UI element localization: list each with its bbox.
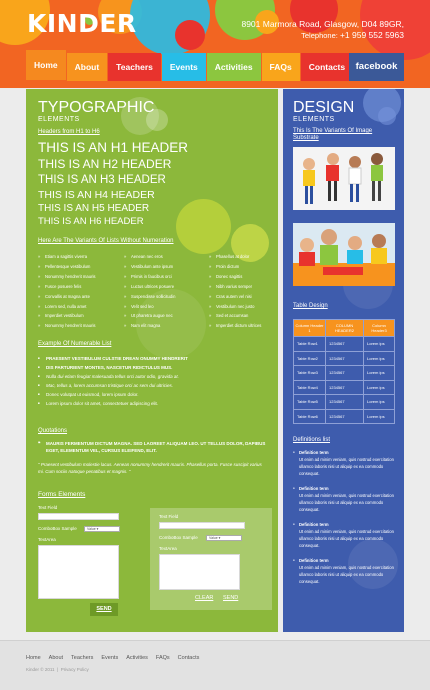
numerable-item: ■ Lorem ipsum dolor sit amet, consectetuer adipiscing elit. bbox=[38, 399, 268, 408]
combo-label-2: ComboBox Sample bbox=[159, 535, 198, 540]
numerable-item: ■ Nulla dui etiam feugiat malesuada tellus orci autor odio, gravida at. bbox=[38, 372, 268, 381]
list-item[interactable]: » Lorem sed, nulla amet bbox=[38, 302, 96, 312]
table-row bbox=[294, 395, 395, 410]
telephone: Telephone: +1 959 552 5963 bbox=[301, 30, 404, 40]
footer-nav bbox=[26, 655, 207, 661]
list-item[interactable]: » Nibh varius semper bbox=[209, 282, 261, 292]
list-item[interactable]: » Sed et accumsan bbox=[209, 311, 261, 321]
definition-term[interactable]: ● Definition term bbox=[293, 485, 398, 492]
table-cell: Table Row2 bbox=[294, 351, 326, 366]
table-row bbox=[294, 351, 395, 366]
definition-desc: Ut enim ad minim veniam, quis nostrud exercitation ullamco laboris nisi ut aliquip ex ea commodo consequat. bbox=[299, 493, 394, 512]
numerable-item: ■ Mac, tellus a, lorem accumsan tristique orci ac sem dui ultricies. bbox=[38, 381, 268, 390]
logo[interactable]: KINDER bbox=[27, 9, 137, 38]
definition-item bbox=[293, 485, 398, 513]
text-field-input-2[interactable] bbox=[159, 522, 245, 529]
text-field-label-2: Text Field bbox=[159, 514, 179, 519]
table-cell: Lorem ips bbox=[364, 351, 395, 366]
design-panel bbox=[283, 89, 404, 632]
table-cell: Table Row4 bbox=[294, 380, 326, 395]
nav-home[interactable]: Home bbox=[26, 50, 66, 80]
definition-item bbox=[293, 521, 398, 549]
table-cell: Table Row6 bbox=[294, 409, 326, 424]
list-column-3 bbox=[209, 252, 261, 331]
table-cell: Lorem ips bbox=[364, 337, 395, 352]
footer-link-contacts[interactable]: Contacts bbox=[177, 655, 200, 661]
copyright: Kinder © 2011 | Privacy Policy bbox=[26, 667, 89, 672]
send-button[interactable]: SEND bbox=[90, 603, 118, 616]
list-item[interactable]: » Fusce posuere felis bbox=[38, 282, 96, 292]
footer-link-activities[interactable]: Activities bbox=[126, 655, 148, 661]
numerable-item: ■ DIS PARTURIENT MONTES, NASCETUR RIDICTULUS MUS. bbox=[38, 363, 268, 372]
header bbox=[0, 0, 430, 88]
table-cell: 1234567 bbox=[326, 395, 364, 410]
table-cell: Table Row1 bbox=[294, 337, 326, 352]
table-cell: Table Row5 bbox=[294, 395, 326, 410]
combo-select[interactable]: Value ▾ bbox=[84, 526, 120, 532]
table-cell: Lorem ips bbox=[364, 395, 395, 410]
definition-term[interactable]: ● Definition term bbox=[293, 449, 398, 456]
send-button-2[interactable]: SEND bbox=[223, 595, 239, 601]
photo-children-jumping bbox=[293, 147, 395, 210]
lists-title: Here Are The Variants Of Lists Without Numeration bbox=[38, 238, 174, 244]
h1-sample: THIS IS AN H1 HEADER bbox=[38, 140, 189, 155]
h5-sample: THIS IS AN H5 HEADER bbox=[38, 203, 150, 214]
table-cell: Lorem ips bbox=[364, 380, 395, 395]
typography-panel bbox=[26, 89, 278, 632]
typo-subtitle: ELEMENTS bbox=[38, 116, 80, 123]
forms-title: Forms Elements bbox=[38, 491, 86, 498]
quotation-block bbox=[38, 440, 268, 475]
combo-label: ComboBox Sample bbox=[38, 526, 77, 531]
table-header-cell: Column Header 1 bbox=[294, 320, 326, 337]
table-title: Table Design bbox=[293, 303, 328, 309]
list-item[interactable]: » Proin dictum bbox=[209, 262, 261, 272]
definition-term[interactable]: ● Definition term bbox=[293, 521, 398, 528]
table-cell: Lorem ips bbox=[364, 409, 395, 424]
list-item[interactable]: » Donec sagittis bbox=[209, 272, 261, 282]
text-area[interactable] bbox=[38, 545, 119, 599]
table-row bbox=[294, 380, 395, 395]
list-item[interactable]: » Vestibulum nec justo bbox=[209, 302, 261, 312]
table-cell: 1234567 bbox=[326, 337, 364, 352]
list-item[interactable]: » Vestibulum ante ipsum bbox=[124, 262, 175, 272]
table-cell: 1234567 bbox=[326, 409, 364, 424]
decor-bubble bbox=[378, 107, 396, 125]
decor-bubble bbox=[175, 20, 205, 50]
footer-link-faqs[interactable]: FAQs bbox=[155, 655, 170, 661]
list-item[interactable]: » Ut pharetra augue nec bbox=[124, 311, 175, 321]
footer-link-home[interactable]: Home bbox=[26, 655, 41, 661]
table-header-cell: Column Header3 bbox=[364, 320, 395, 337]
main-nav bbox=[26, 53, 354, 81]
definition-term[interactable]: ● Definition term bbox=[293, 557, 398, 564]
text-field-input[interactable] bbox=[38, 513, 119, 520]
footer bbox=[0, 640, 430, 690]
h4-sample: THIS IS AN H4 HEADER bbox=[38, 189, 155, 201]
nav-contacts[interactable]: Contacts bbox=[301, 53, 353, 81]
table-cell: 1234567 bbox=[326, 351, 364, 366]
definition-desc: Ut enim ad minim veniam, quis nostrud exercitation ullamco laboris nisi ut aliquip ex ea commodo consequat. bbox=[299, 457, 394, 476]
table-row bbox=[294, 366, 395, 381]
nav-about[interactable]: About bbox=[67, 53, 108, 81]
typo-title: TYPOGRAPHIC bbox=[38, 99, 155, 116]
list-column-2 bbox=[124, 252, 175, 331]
numerable-item: ■ Donec volutpat ut euismod, lorem ipsum dolor. bbox=[38, 390, 268, 399]
numerable-title: Example Of Numerable List bbox=[38, 341, 112, 347]
list-item[interactable]: » Luctus ultrices posuere bbox=[124, 282, 175, 292]
table-row bbox=[294, 409, 395, 424]
privacy-link[interactable]: Privacy Policy bbox=[60, 667, 89, 672]
facebook-button[interactable]: facebook bbox=[349, 53, 404, 81]
table-cell: 1234567 bbox=[326, 366, 364, 381]
table-cell: 1234567 bbox=[326, 380, 364, 395]
list-item[interactable]: » Aenean nec eros bbox=[124, 252, 175, 262]
text-area-2[interactable] bbox=[159, 554, 240, 590]
h2-sample: THIS IS AN H2 HEADER bbox=[38, 157, 172, 171]
text-field-label: Text Field bbox=[38, 505, 58, 510]
list-column-1 bbox=[38, 252, 96, 331]
form-box bbox=[150, 508, 272, 610]
text-area-label: TextArea bbox=[38, 537, 56, 542]
definitions-title: Definitions list bbox=[293, 437, 331, 443]
list-item[interactable]: » Nam elit magna bbox=[124, 321, 175, 331]
list-item[interactable]: » Imperdiet dictum ultrices bbox=[209, 321, 261, 331]
list-item[interactable]: » Nonummy hendrerit mauris bbox=[38, 272, 96, 282]
list-item[interactable]: » Suspendisse sollicitudin bbox=[124, 292, 175, 302]
headers-link[interactable]: Headers from H1 to H6 bbox=[38, 129, 100, 135]
combo-select-2[interactable]: Value ▾ bbox=[206, 535, 242, 541]
list-item[interactable]: » Velit sed leo bbox=[124, 302, 175, 312]
nav-teachers[interactable]: Teachers bbox=[108, 53, 161, 81]
definition-desc: Ut enim ad minim veniam, quis nostrud exercitation ullamco laboris nisi ut aliquip ex ea commodo consequat. bbox=[299, 565, 394, 584]
list-item[interactable]: » Primis in faucibus orci bbox=[124, 272, 175, 282]
footer-link-events[interactable]: Events bbox=[101, 655, 119, 661]
list-item[interactable]: » Etiam a sagittis viverra bbox=[38, 252, 96, 262]
address: 8901 Marmora Road, Glasgow, D04 89GR, bbox=[241, 19, 404, 29]
footer-link-about[interactable]: About bbox=[48, 655, 64, 661]
design-subtitle: ELEMENTS bbox=[293, 116, 335, 123]
decor-bubble bbox=[176, 199, 231, 254]
photo-teacher-with-children bbox=[293, 223, 395, 286]
list-item[interactable]: » Imperdiet vestibulum bbox=[38, 311, 96, 321]
image-variants-link[interactable]: This Is The Variants Of Image Substrate bbox=[293, 128, 373, 141]
numerable-list bbox=[38, 354, 268, 408]
nav-activities[interactable]: Activities bbox=[207, 53, 261, 81]
nav-events[interactable]: Events bbox=[162, 53, 206, 81]
data-table bbox=[293, 319, 395, 424]
quotations-title: Quotations bbox=[38, 428, 68, 434]
numerable-item: ■ PRAESENT VESTIBULUM CULSTIE DREAN ONUMMY HENDRERIT bbox=[38, 354, 268, 363]
list-item[interactable]: » Cras autem vel nisi bbox=[209, 292, 261, 302]
nav-faqs[interactable]: FAQs bbox=[262, 53, 300, 81]
list-item[interactable]: » Phasellus at dolor bbox=[209, 252, 261, 262]
h3-sample: THIS IS AN H3 HEADER bbox=[38, 174, 166, 186]
contact-info bbox=[241, 19, 404, 41]
quotation-2: " Praesent vestibulum molestie lacus. Aenean nonummy hendrerit mauris. Phasellus porta. Fusce suscipit varius mi. Cum sociis natoque penatibus et magnis. " bbox=[38, 462, 262, 474]
definition-desc: Ut enim ad minim veniam, quis nostrud exercitation ullamco laboris nisi ut aliquip ex ea commodo consequat. bbox=[299, 529, 394, 548]
definition-item bbox=[293, 449, 398, 477]
quotation-1: ❝ MAURIS FERMENTUM DICTUM MAGNA. SED LAOREET ALIQUAM LEO. UT TELLUS DOLOR, DAPIBUS EGET, ELEMENTUM VEL, CURSUS ELEIFEND, ELIT. bbox=[38, 441, 266, 453]
list-item[interactable]: » Nonummy hendrerit mauris bbox=[38, 321, 96, 331]
text-area-label-2: TextArea bbox=[159, 546, 177, 551]
table-cell: Lorem ips bbox=[364, 366, 395, 381]
table-cell: Table Row3 bbox=[294, 366, 326, 381]
list-item[interactable]: » Convallis at magna ante bbox=[38, 292, 96, 302]
footer-link-teachers[interactable]: Teachers bbox=[71, 655, 94, 661]
h6-sample: THIS IS AN H6 HEADER bbox=[38, 216, 144, 227]
list-item[interactable]: » Pellentesque vestibulum bbox=[38, 262, 96, 272]
table-header-cell: COLUMN HEADER2 bbox=[326, 320, 364, 337]
design-title: DESIGN bbox=[293, 99, 355, 116]
table-row bbox=[294, 337, 395, 352]
definition-item bbox=[293, 557, 398, 585]
clear-button[interactable]: CLEAR bbox=[195, 595, 214, 601]
